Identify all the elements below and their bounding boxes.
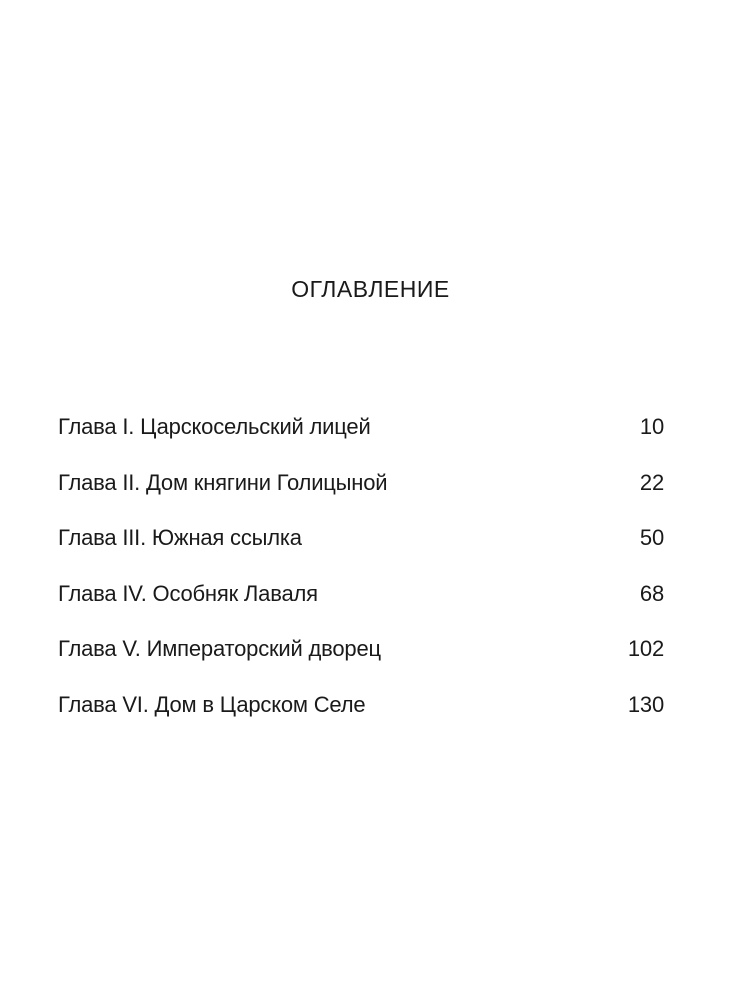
toc-entry-page: 10 <box>639 414 664 439</box>
table-of-contents <box>58 414 664 748</box>
toc-entry <box>58 581 664 637</box>
toc-entry <box>58 636 664 692</box>
toc-entry-page: 102 <box>627 636 664 662</box>
toc-entry <box>58 470 664 526</box>
toc-entry-label: Глава I. Царскосельский лицей <box>58 414 371 439</box>
toc-entry-page: 50 <box>639 525 664 551</box>
toc-entry-label: Глава V. Императорский дворец <box>58 636 381 662</box>
page-title: ОГЛАВЛЕНИЕ <box>291 276 450 302</box>
toc-entry-label: Глава II. Дом княгини Голицыной <box>58 469 388 495</box>
toc-entry-label: Глава III. Южная ссылка <box>58 525 302 551</box>
toc-entry-page: 130 <box>627 691 664 717</box>
toc-entry-page: 68 <box>639 580 664 606</box>
toc-entry <box>58 692 664 748</box>
toc-entry-label: Глава IV. Особняк Лаваля <box>58 580 318 606</box>
toc-entry <box>58 414 664 470</box>
toc-entry <box>58 525 664 581</box>
toc-entry-page: 22 <box>639 469 664 495</box>
toc-entry-label: Глава VI. Дом в Царском Селе <box>58 691 366 717</box>
